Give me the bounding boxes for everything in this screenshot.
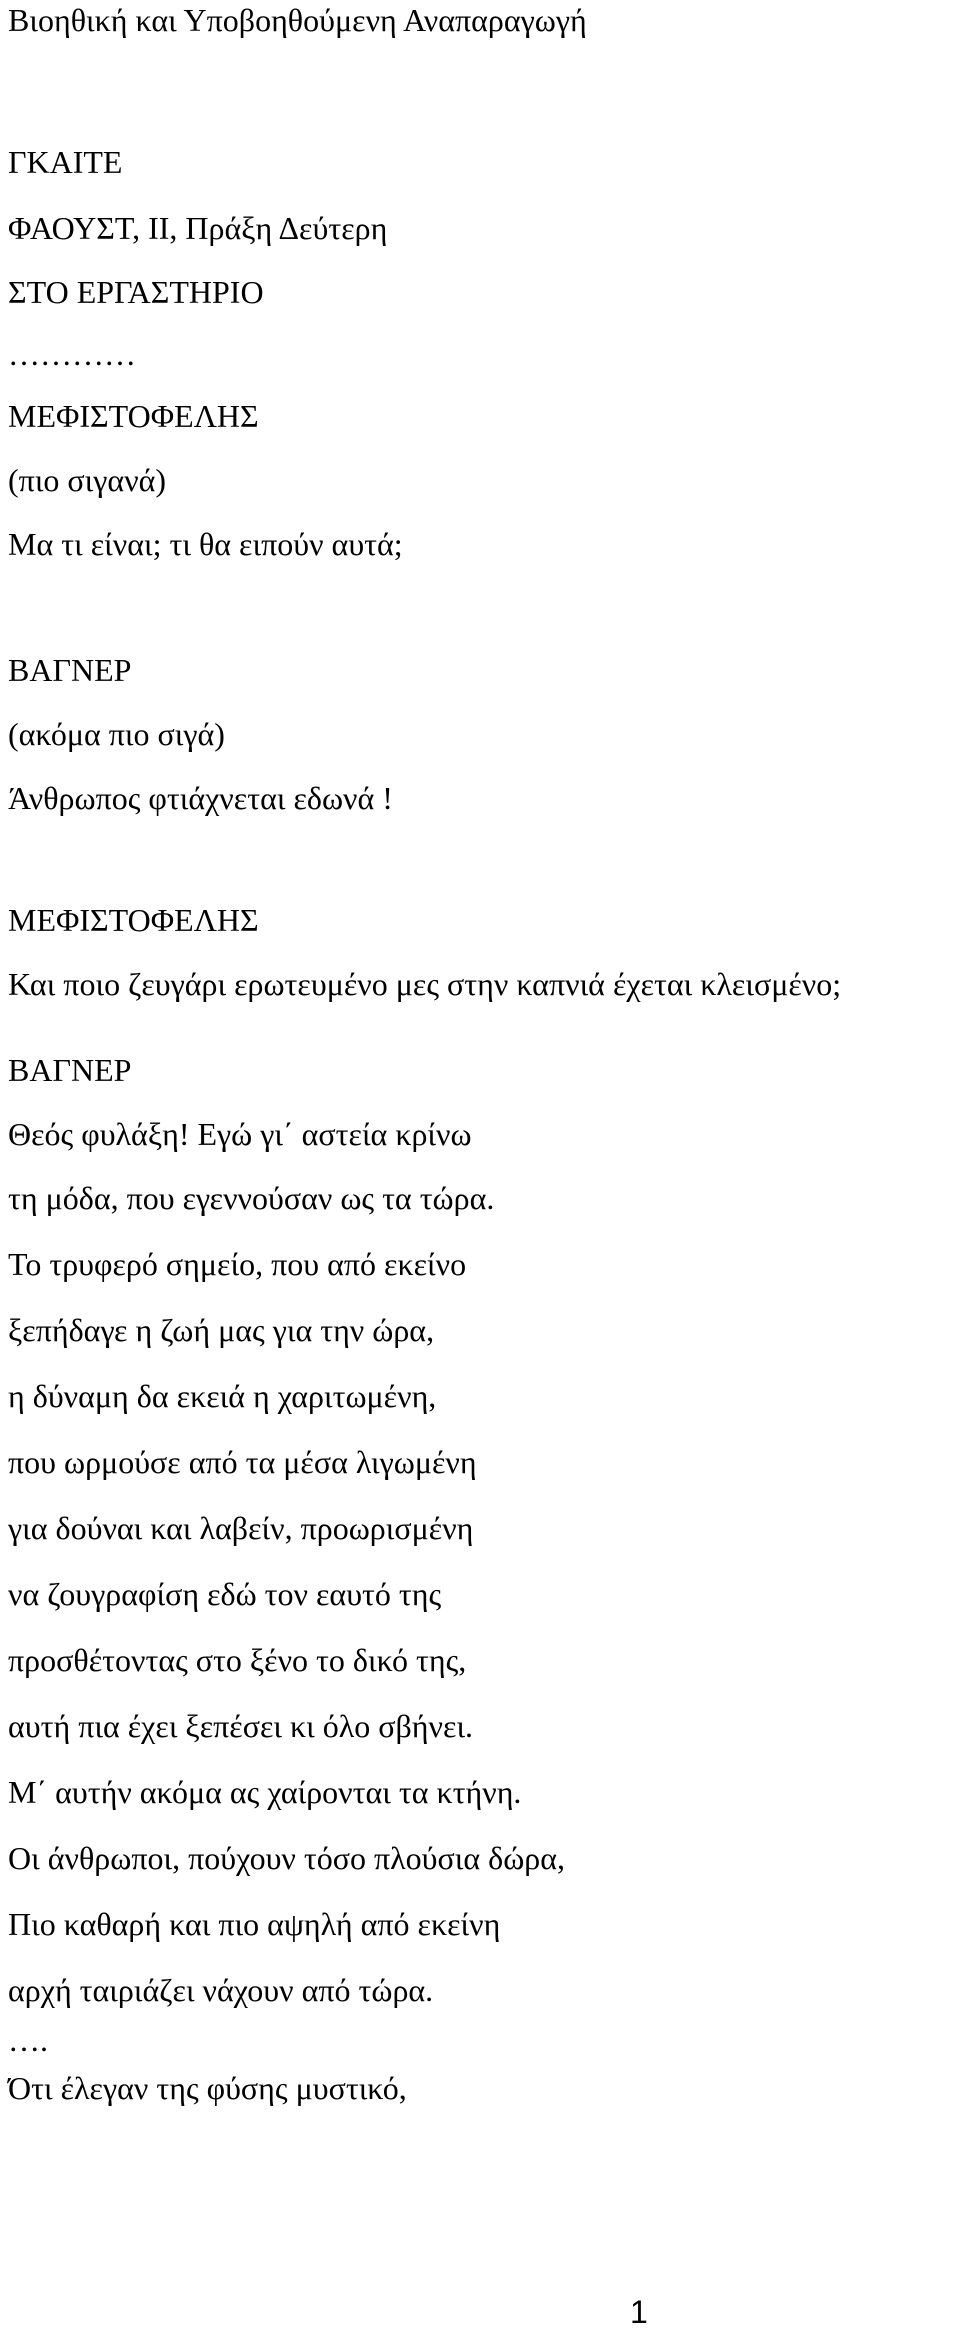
verse-line: να ζουγραφίση εδώ τον εαυτό της <box>8 1576 442 1612</box>
scene-title: ΣΤΟ ΕΡΓΑΣΤΗΡΙΟ <box>8 274 264 310</box>
stage-direction: (πιο σιγανά) <box>8 462 167 498</box>
speaker-name: ΜΕΦΙΣΤΟΦΕΛΗΣ <box>8 398 259 434</box>
speaker-name: ΒΑΓΝΕΡ <box>8 652 132 688</box>
stage-direction: (ακόμα πιο σιγά) <box>8 716 225 752</box>
verse-line: Θεός φυλάξη! Εγώ γι΄ αστεία κρίνω <box>8 1116 472 1152</box>
author-name: ΓΚΑΙΤΕ <box>8 144 123 180</box>
speech-line: Και ποιο ζευγάρι ερωτευμένο μες στην καπνιά έχεται κλεισμένο; <box>8 966 842 1002</box>
verse-line: Οι άνθρωποι, πούχουν τόσο πλούσια δώρα, <box>8 1840 566 1876</box>
verse-line: αρχή ταιριάζει νάχουν από τώρα. <box>8 1972 434 2008</box>
verse-line: Ότι έλεγαν της φύσης μυστικό, <box>8 2070 407 2106</box>
verse-line: Το τρυφερό σημείο, που από εκείνο <box>8 1246 467 1282</box>
verse-line: αυτή πια έχει ξεπέσει κι όλο σβήνει. <box>8 1708 474 1744</box>
work-title: ΦΑΟΥΣΤ, ΙΙ, Πράξη Δεύτερη <box>8 210 388 246</box>
verse-line: Μ΄ αυτήν ακόμα ας χαίρονται τα κτήνη. <box>8 1774 522 1810</box>
verse-line: ξεπήδαγε η ζωή μας για την ώρα, <box>8 1312 435 1348</box>
ellipsis: …. <box>8 2022 48 2058</box>
verse-line: τη μόδα, που εγεννούσαν ως τα τώρα. <box>8 1180 495 1216</box>
speech-line: Άνθρωπος φτιάχνεται εδωνά ! <box>8 780 393 816</box>
speaker-name: ΒΑΓΝΕΡ <box>8 1052 132 1088</box>
verse-line: για δούναι και λαβείν, προωρισμένη <box>8 1510 474 1546</box>
verse-line: προσθέτοντας στο ξένο το δικό της, <box>8 1642 467 1678</box>
speaker-name: ΜΕΦΙΣΤΟΦΕΛΗΣ <box>8 902 259 938</box>
document-header: Βιοηθική και Υποβοηθούμενη Αναπαραγωγή <box>8 2 587 38</box>
ellipsis: ………… <box>8 336 136 372</box>
page-number: 1 <box>630 2294 648 2330</box>
speech-line: Μα τι είναι; τι θα ειπούν αυτά; <box>8 526 403 562</box>
verse-line: η δύναμη δα εκειά η χαριτωμένη, <box>8 1378 437 1414</box>
verse-line: που ωρμούσε από τα μέσα λιγωμένη <box>8 1444 477 1480</box>
verse-line: Πιο καθαρή και πιο αψηλή από εκείνη <box>8 1906 501 1942</box>
